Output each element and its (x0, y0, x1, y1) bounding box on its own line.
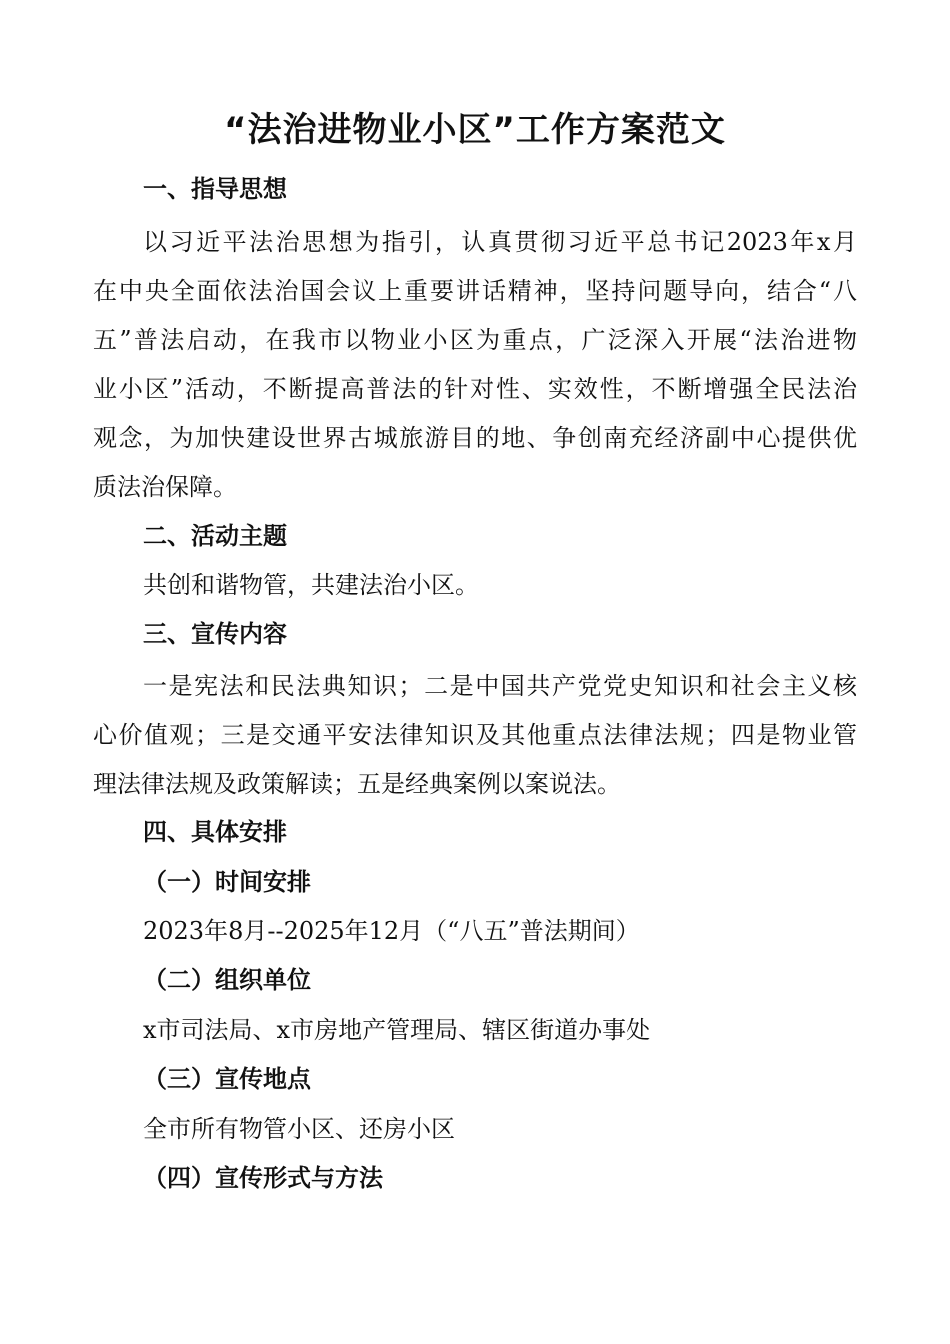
paragraph-line: 质法治保障。 (93, 473, 237, 501)
paragraph-line: 一是宪法和民法典知识；二是中国共产党党史知识和社会主义核 (143, 672, 857, 700)
section-paragraph-publicity-content (93, 662, 857, 809)
section-heading-arrangements: 四、具体安排 (143, 818, 287, 846)
paragraph-line: 以习近平法治思想为指引，认真贯彻习近平总书记2023年x月 (143, 228, 857, 256)
section-heading-publicity-content: 三、宣传内容 (143, 620, 287, 648)
paragraph-line: 业小区”活动，不断提高普法的针对性、实效性，不断增强全民法治 (93, 375, 857, 403)
paragraph-line: 观念，为加快建设世界古城旅游目的地、争创南充经济副中心提供优 (93, 424, 857, 452)
subsection-heading-locations: （三）宣传地点 (143, 1065, 311, 1093)
schedule-text: 2023年8月--2025年12月（“八五”普法期间） (143, 917, 640, 945)
subsection-heading-organizers: （二）组织单位 (143, 966, 311, 994)
paragraph-line: 理法律法规及政策解读；五是经典案例以案说法。 (93, 770, 621, 798)
locations-text: 全市所有物管小区、还房小区 (143, 1115, 455, 1143)
activity-theme-text: 共创和谐物管，共建法治小区。 (143, 571, 479, 599)
section-heading-activity-theme: 二、活动主题 (143, 522, 287, 550)
document-title: “法治进物业小区”工作方案范文 (224, 110, 726, 150)
section-paragraph-guiding-ideology (93, 218, 857, 512)
subsection-heading-forms-methods: （四）宣传形式与方法 (143, 1164, 383, 1192)
paragraph-line: 心价值观；三是交通平安法律知识及其他重点法律法规；四是物业管 (93, 721, 857, 749)
organizers-text: x市司法局、x市房地产管理局、辖区街道办事处 (143, 1016, 651, 1044)
section-heading-guiding-ideology: 一、指导思想 (143, 175, 287, 203)
subsection-heading-schedule: （一）时间安排 (143, 868, 311, 896)
paragraph-line: 五”普法启动，在我市以物业小区为重点，广泛深入开展“法治进物 (93, 326, 857, 354)
paragraph-line: 在中央全面依法治国会议上重要讲话精神，坚持问题导向，结合“八 (93, 277, 857, 305)
